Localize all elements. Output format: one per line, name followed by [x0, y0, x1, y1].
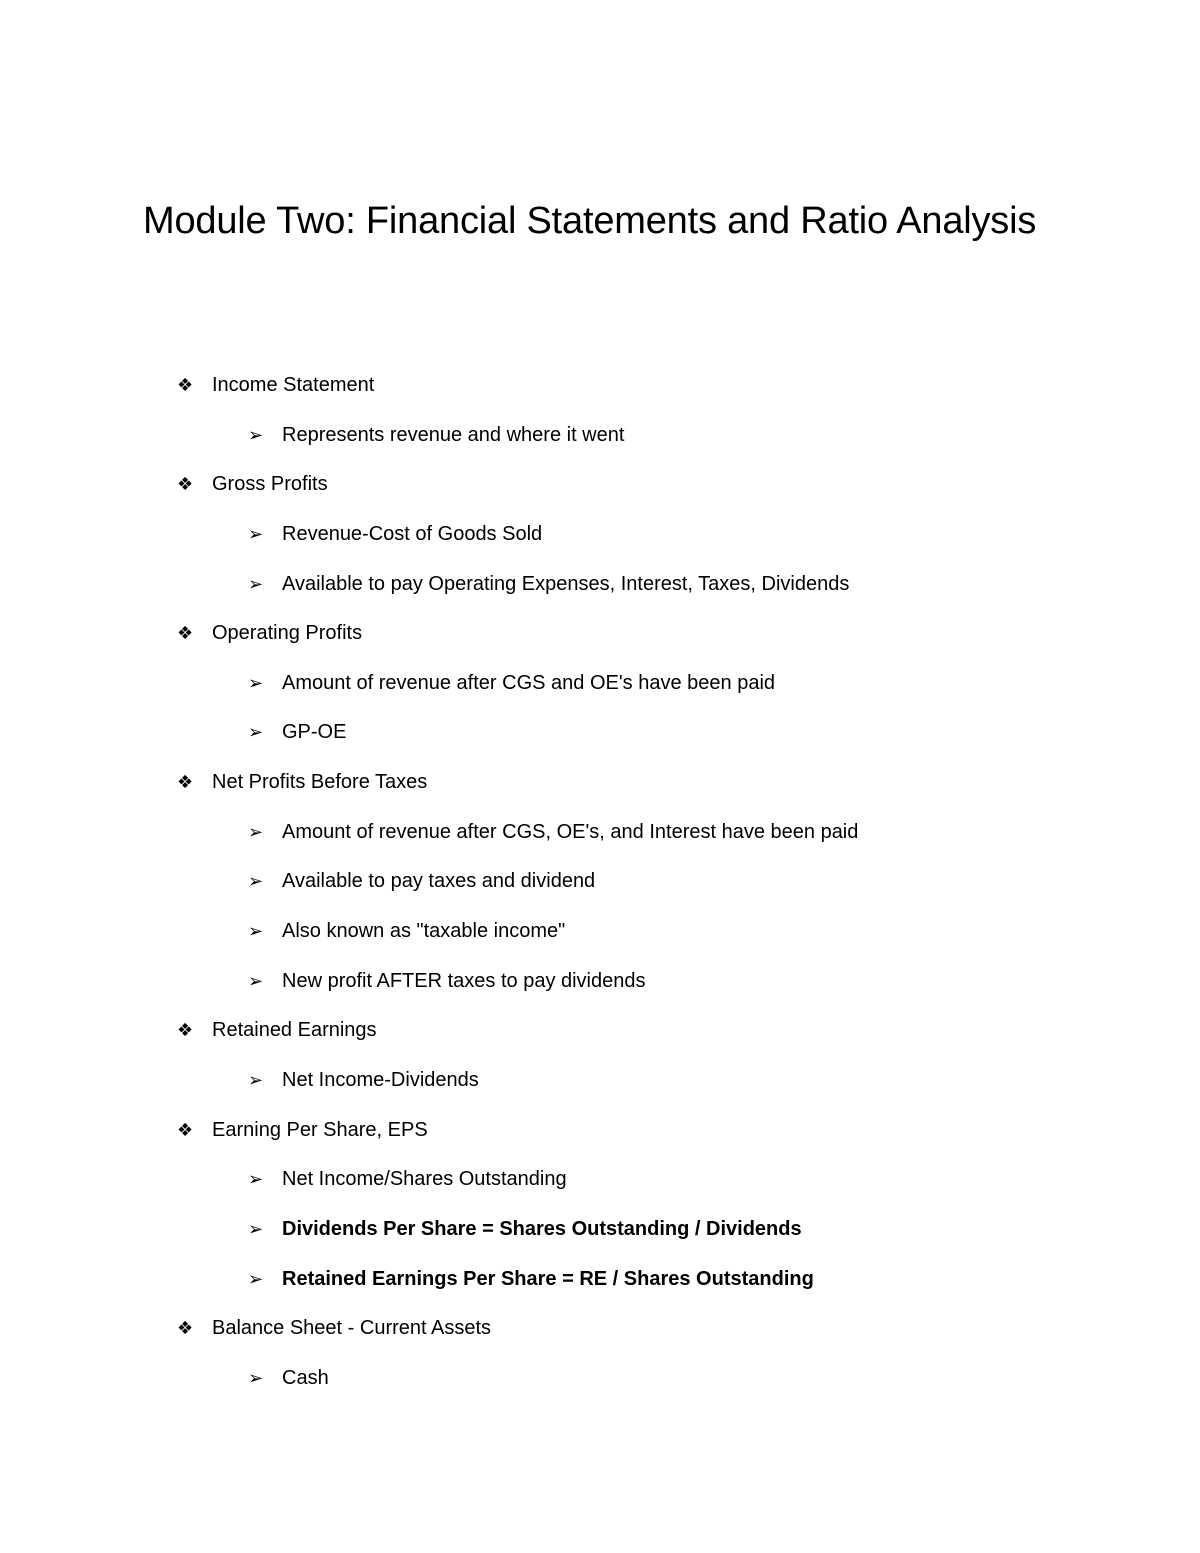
arrowhead-bullet-icon: ➢: [248, 1069, 264, 1090]
outline-item-text: Net Profits Before Taxes: [212, 771, 428, 794]
outline-item-text: Gross Profits: [212, 473, 328, 496]
diamond-bullet-icon: ❖: [177, 1119, 194, 1140]
diamond-bullet-icon: ❖: [177, 772, 194, 793]
outline-item-text: Available to pay taxes and dividend: [282, 870, 596, 893]
arrowhead-bullet-icon: ➢: [248, 523, 264, 544]
outline-sub-item: [0, 807, 1200, 857]
outline-sub-item: [0, 906, 1200, 956]
diamond-bullet-icon: ❖: [177, 1318, 194, 1339]
outline-sub-item: [0, 658, 1200, 708]
diamond-bullet-icon: ❖: [177, 375, 194, 395]
outline-item-text: Amount of revenue after CGS and OE's have been paid: [282, 671, 776, 694]
arrowhead-bullet-icon: ➢: [248, 1367, 264, 1388]
arrowhead-bullet-icon: ➢: [248, 672, 264, 693]
outline-item-text: Operating Profits: [212, 622, 363, 645]
diamond-bullet-icon: ❖: [177, 474, 194, 495]
outline-sub-item: [0, 856, 1200, 906]
arrowhead-bullet-icon: ➢: [248, 970, 264, 991]
arrowhead-bullet-icon: ➢: [248, 1268, 264, 1289]
diamond-bullet-icon: ❖: [177, 623, 194, 644]
outline-heading-item: [0, 1105, 1200, 1155]
outline-item-text: Retained Earnings: [212, 1019, 377, 1042]
outline-item-text: New profit AFTER taxes to pay dividends: [282, 969, 646, 992]
arrowhead-bullet-icon: ➢: [248, 573, 264, 594]
outline-sub-item: [0, 956, 1200, 1006]
outline-item-text: Revenue-Cost of Goods Sold: [282, 522, 543, 545]
outline-sub-item: [0, 1055, 1200, 1105]
outline-item-text: Cash: [282, 1366, 329, 1389]
diamond-bullet-icon: ❖: [177, 1020, 194, 1041]
outline-item-text: Amount of revenue after CGS, OE's, and Interest have been paid: [282, 820, 859, 843]
outline-heading-item: [0, 1005, 1200, 1055]
outline-item-text: Net Income-Dividends: [282, 1068, 479, 1091]
arrowhead-bullet-icon: ➢: [248, 424, 264, 445]
outline-heading-item: [0, 608, 1200, 658]
arrowhead-bullet-icon: ➢: [248, 821, 264, 842]
outline-sub-item: [0, 707, 1200, 757]
outline-sub-item: [0, 559, 1200, 609]
arrowhead-bullet-icon: ➢: [248, 871, 264, 892]
document-title: Module Two: Financial Statements and Ratio Analysis: [143, 200, 1037, 242]
outline-item-text: Income Statement: [212, 374, 375, 396]
bullet-outline: [0, 360, 1200, 1402]
outline-sub-item: [0, 509, 1200, 559]
outline-heading-item: [0, 757, 1200, 807]
outline-item-text: Retained Earnings Per Share = RE / Shares Outstanding: [282, 1267, 814, 1290]
arrowhead-bullet-icon: ➢: [248, 1218, 264, 1239]
outline-item-text: Represents revenue and where it went: [282, 423, 625, 446]
arrowhead-bullet-icon: ➢: [248, 722, 264, 743]
outline-heading-item: [0, 360, 1200, 410]
arrowhead-bullet-icon: ➢: [248, 1169, 264, 1190]
outline-sub-item: [0, 1154, 1200, 1204]
outline-item-text: Net Income/Shares Outstanding: [282, 1168, 567, 1191]
outline-sub-item: [0, 410, 1200, 460]
outline-item-text: Balance Sheet - Current Assets: [212, 1317, 492, 1340]
outline-sub-item: [0, 1204, 1200, 1254]
outline-sub-item: [0, 1254, 1200, 1304]
outline-sub-item: [0, 1353, 1200, 1403]
outline-item-text: Available to pay Operating Expenses, Interest, Taxes, Dividends: [282, 572, 850, 595]
outline-item-text: Dividends Per Share = Shares Outstanding / Dividends: [282, 1217, 802, 1240]
outline-item-text: Earning Per Share, EPS: [212, 1118, 428, 1141]
outline-item-text: GP-OE: [282, 721, 347, 744]
outline-item-text: Also known as "taxable income": [282, 920, 566, 943]
outline-heading-item: [0, 459, 1200, 509]
arrowhead-bullet-icon: ➢: [248, 921, 264, 942]
outline-heading-item: [0, 1303, 1200, 1353]
